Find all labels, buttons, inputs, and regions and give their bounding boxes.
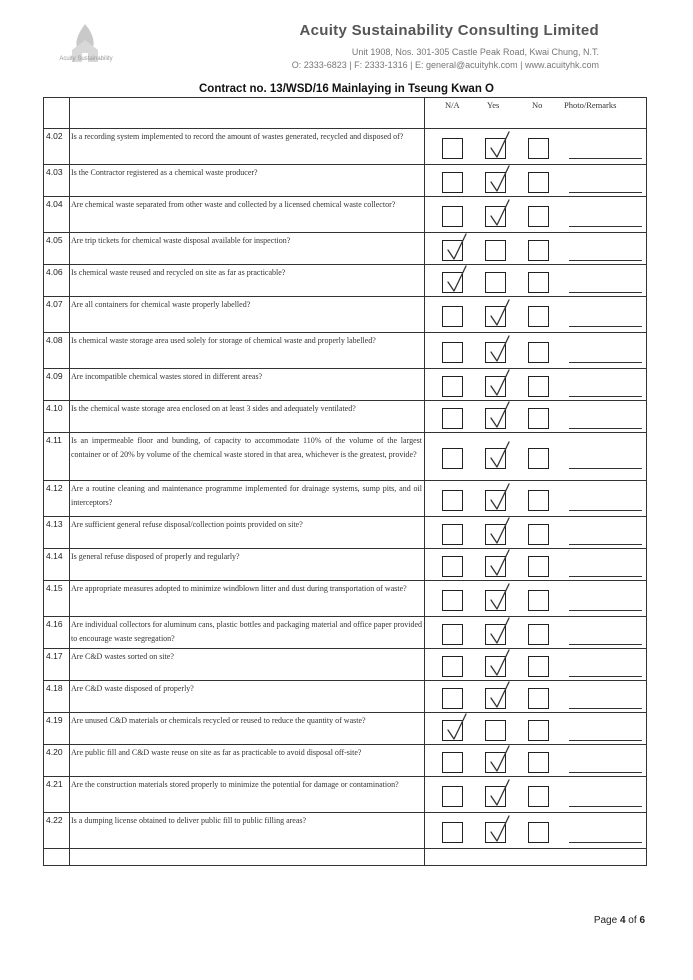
- checkmark-icon: [489, 617, 511, 645]
- item-number: 4.16: [46, 619, 63, 629]
- checklist-row: [44, 648, 646, 681]
- checklist-row: [44, 516, 646, 549]
- item-number: 4.21: [46, 779, 63, 789]
- item-number: 4.09: [46, 371, 63, 381]
- checklist-row: [44, 480, 646, 517]
- document-title: Contract no. 13/WSD/16 Mainlaying in Tseung Kwan O: [199, 83, 494, 95]
- remarks-field[interactable]: [569, 362, 642, 363]
- remarks-field[interactable]: [569, 772, 642, 773]
- checkmark-icon: [489, 131, 511, 159]
- checkmark-icon: [489, 583, 511, 611]
- remarks-field[interactable]: [569, 610, 642, 611]
- checkbox-yes[interactable]: [485, 206, 506, 227]
- checkbox-yes[interactable]: [485, 688, 506, 709]
- checkmark-icon: [489, 681, 511, 709]
- checkbox-yes[interactable]: [485, 408, 506, 429]
- checkmark-icon: [489, 649, 511, 677]
- checkbox-na[interactable]: [442, 556, 463, 577]
- checkbox-yes[interactable]: [485, 786, 506, 807]
- checkbox-yes[interactable]: [485, 172, 506, 193]
- checkbox-na[interactable]: [442, 342, 463, 363]
- item-question: Is chemical waste storage area used solely for storage of chemical waste and properly labelled?: [71, 336, 376, 345]
- item-question: Are C&D wastes sorted on site?: [71, 652, 174, 661]
- item-question: Are trip tickets for chemical waste disposal available for inspection?: [71, 236, 291, 245]
- item-number: 4.06: [46, 267, 63, 277]
- checkbox-no[interactable]: [528, 206, 549, 227]
- item-number: 4.18: [46, 683, 63, 693]
- checkbox-no[interactable]: [528, 524, 549, 545]
- item-number: 4.11: [46, 435, 62, 445]
- checkbox-no[interactable]: [528, 306, 549, 327]
- checkbox-no[interactable]: [528, 590, 549, 611]
- checkbox-yes[interactable]: [485, 624, 506, 645]
- logo-caption: Acuity Sustainability: [59, 56, 113, 62]
- checkmark-icon: [446, 265, 468, 293]
- checkbox-no[interactable]: [528, 342, 549, 363]
- item-number: 4.12: [46, 483, 63, 493]
- item-number: 4.20: [46, 747, 63, 757]
- checkbox-no[interactable]: [528, 786, 549, 807]
- checklist-row: [44, 744, 646, 777]
- checkbox-yes[interactable]: [485, 524, 506, 545]
- checkmark-icon: [489, 815, 511, 843]
- checklist-row: [44, 548, 646, 581]
- checklist-row: [44, 432, 646, 481]
- checkbox-na[interactable]: [442, 138, 463, 159]
- checkbox-no[interactable]: [528, 240, 549, 261]
- remarks-field[interactable]: [569, 396, 642, 397]
- checklist-row: [44, 812, 646, 849]
- col-header-remarks: Photo/Remarks: [564, 100, 617, 110]
- checkmark-icon: [489, 199, 511, 227]
- checklist-row: [44, 264, 646, 297]
- item-number: 4.15: [46, 583, 63, 593]
- checkmark-icon: [489, 549, 511, 577]
- checkbox-yes[interactable]: [485, 306, 506, 327]
- checklist-row: [44, 368, 646, 401]
- item-number: 4.04: [46, 199, 63, 209]
- checkbox-no[interactable]: [528, 490, 549, 511]
- item-question: Are sufficient general refuse disposal/collection points provided on site?: [71, 520, 303, 529]
- checkbox-no[interactable]: [528, 720, 549, 741]
- checkbox-yes[interactable]: [485, 272, 506, 293]
- checkbox-no[interactable]: [528, 822, 549, 843]
- checkbox-na[interactable]: [442, 172, 463, 193]
- item-number: 4.03: [46, 167, 63, 177]
- checkbox-na[interactable]: [442, 688, 463, 709]
- checkmark-icon: [489, 299, 511, 327]
- checkmark-icon: [489, 369, 511, 397]
- item-number: 4.13: [46, 519, 63, 529]
- checklist-row: [44, 332, 646, 369]
- remarks-field[interactable]: [569, 644, 642, 645]
- checkbox-yes[interactable]: [485, 590, 506, 611]
- checklist-row: [44, 712, 646, 745]
- checkbox-na[interactable]: [442, 656, 463, 677]
- item-question: Is a dumping license obtained to deliver public fill to public filling areas?: [71, 816, 307, 825]
- remarks-field[interactable]: [569, 676, 642, 677]
- checkbox-na[interactable]: [442, 822, 463, 843]
- item-number: 4.05: [46, 235, 63, 245]
- checkbox-yes[interactable]: [485, 720, 506, 741]
- checkbox-yes[interactable]: [485, 376, 506, 397]
- checkbox-na[interactable]: [442, 408, 463, 429]
- checkbox-no[interactable]: [528, 688, 549, 709]
- checkbox-yes[interactable]: [485, 556, 506, 577]
- checklist-row: [44, 196, 646, 233]
- checkmark-icon: [489, 517, 511, 545]
- checkbox-na[interactable]: [442, 272, 463, 293]
- item-number: 4.07: [46, 299, 63, 309]
- checkbox-na[interactable]: [442, 376, 463, 397]
- company-contact: O: 2333-6823 | F: 2333-1316 | E: general@acuityhk.com | www.acuityhk.com: [291, 60, 599, 70]
- col-header-na: N/A: [445, 100, 460, 110]
- item-number: 4.17: [46, 651, 63, 661]
- checkbox-na[interactable]: [442, 590, 463, 611]
- item-question: Are incompatible chemical wastes stored in different areas?: [71, 372, 263, 381]
- checkbox-no[interactable]: [528, 752, 549, 773]
- remarks-field[interactable]: [569, 158, 642, 159]
- checklist-row: [44, 580, 646, 617]
- remarks-field[interactable]: [569, 806, 642, 807]
- checkbox-na[interactable]: [442, 720, 463, 741]
- item-number: 4.14: [46, 551, 63, 561]
- remarks-field[interactable]: [569, 192, 642, 193]
- company-name: Acuity Sustainability Consulting Limited: [299, 22, 599, 39]
- checkbox-no[interactable]: [528, 376, 549, 397]
- checkbox-na[interactable]: [442, 524, 463, 545]
- checkmark-icon: [489, 745, 511, 773]
- table-header: [44, 98, 646, 129]
- checkbox-na[interactable]: [442, 786, 463, 807]
- checkbox-no[interactable]: [528, 448, 549, 469]
- checkbox-na[interactable]: [442, 624, 463, 645]
- checkbox-yes[interactable]: [485, 448, 506, 469]
- checkmark-icon: [489, 483, 511, 511]
- remarks-field[interactable]: [569, 842, 642, 843]
- item-number: 4.02: [46, 131, 63, 141]
- checklist-row: [44, 128, 646, 165]
- remarks-field[interactable]: [569, 708, 642, 709]
- item-question: Is a recording system implemented to record the amount of wastes generated, recycled and disposed of?: [71, 132, 404, 141]
- checkbox-yes[interactable]: [485, 138, 506, 159]
- remarks-field[interactable]: [569, 468, 642, 469]
- remarks-field[interactable]: [569, 260, 642, 261]
- item-question: Are public fill and C&D waste reuse on site as far as practicable to avoid disposal off-site?: [71, 748, 362, 757]
- remarks-field[interactable]: [569, 510, 642, 511]
- company-address: Unit 1908, Nos. 301-305 Castle Peak Road, Kwai Chung, N.T.: [351, 47, 599, 57]
- checklist-row: [44, 680, 646, 713]
- checkmark-icon: [489, 335, 511, 363]
- item-question: Are unused C&D materials or chemicals recycled or reused to reduce the quantity of waste?: [71, 716, 366, 725]
- col-header-no: No: [532, 100, 543, 110]
- checkbox-no[interactable]: [528, 272, 549, 293]
- item-question: Are a routine cleaning and maintenance programme implemented for drainage systems, sump pits, and oil interceptors?: [71, 484, 422, 507]
- checkmark-icon: [489, 401, 511, 429]
- checkbox-na[interactable]: [442, 306, 463, 327]
- checkbox-na[interactable]: [442, 448, 463, 469]
- checkmark-icon: [489, 165, 511, 193]
- item-question: Is the chemical waste storage area enclosed on at least 3 sides and adequately ventilated?: [71, 404, 356, 413]
- checkbox-na[interactable]: [442, 490, 463, 511]
- item-question: Are chemical waste separated from other waste and collected by a licensed chemical waste collector?: [71, 200, 396, 209]
- checklist-row: [44, 232, 646, 265]
- item-number: 4.10: [46, 403, 63, 413]
- checkmark-icon: [446, 233, 468, 261]
- page-number: Page 4 of 6: [593, 915, 645, 926]
- checkbox-no[interactable]: [528, 408, 549, 429]
- item-question: Are the construction materials stored properly to minimize the potential for damage or contamination?: [71, 780, 399, 789]
- checkbox-no[interactable]: [528, 656, 549, 677]
- checkbox-na[interactable]: [442, 752, 463, 773]
- remarks-field[interactable]: [569, 576, 642, 577]
- checkbox-yes[interactable]: [485, 342, 506, 363]
- company-logo-icon: [60, 20, 110, 72]
- item-question: Is an impermeable floor and bunding, of capacity to accommodate 110% of the volume of the largest container or of 20% by volume of the chemical waste stored in that area, whichever is the greatest, provide?: [71, 436, 422, 459]
- checkmark-icon: [489, 779, 511, 807]
- item-question: Are C&D waste disposed of properly?: [71, 684, 194, 693]
- checkbox-na[interactable]: [442, 240, 463, 261]
- remarks-field[interactable]: [569, 326, 642, 327]
- checkbox-yes[interactable]: [485, 822, 506, 843]
- remarks-field[interactable]: [569, 292, 642, 293]
- remarks-field[interactable]: [569, 740, 642, 741]
- checkbox-yes[interactable]: [485, 752, 506, 773]
- checkbox-no[interactable]: [528, 624, 549, 645]
- checklist-row: [44, 616, 646, 649]
- checklist-row: [44, 296, 646, 333]
- item-question: Are all containers for chemical waste properly labelled?: [71, 300, 251, 309]
- checkbox-no[interactable]: [528, 556, 549, 577]
- checklist-row: [44, 400, 646, 433]
- item-question: Is general refuse disposed of properly and regularly?: [71, 552, 240, 561]
- item-number: 4.08: [46, 335, 63, 345]
- checklist-row: [44, 776, 646, 813]
- checkbox-yes[interactable]: [485, 656, 506, 677]
- checkmark-icon: [489, 441, 511, 469]
- checkbox-yes[interactable]: [485, 240, 506, 261]
- checkbox-no[interactable]: [528, 172, 549, 193]
- checkbox-yes[interactable]: [485, 490, 506, 511]
- letterhead: [0, 0, 693, 80]
- checklist-row: [44, 164, 646, 197]
- checklist-table: [43, 97, 647, 866]
- remarks-field[interactable]: [569, 226, 642, 227]
- item-number: 4.22: [46, 815, 63, 825]
- item-number: 4.19: [46, 715, 63, 725]
- remarks-field[interactable]: [569, 544, 642, 545]
- item-question: Is the Contractor registered as a chemical waste producer?: [71, 168, 258, 177]
- remarks-field[interactable]: [569, 428, 642, 429]
- item-question: Is chemical waste reused and recycled on site as far as practicable?: [71, 268, 286, 277]
- item-question: Are appropriate measures adopted to minimize windblown litter and dust during transportation of waste?: [71, 584, 407, 593]
- checkbox-no[interactable]: [528, 138, 549, 159]
- checkmark-icon: [446, 713, 468, 741]
- item-question: Are individual collectors for aluminum cans, plastic bottles and packaging material and office paper provided to encourage waste segregation?: [71, 620, 422, 643]
- checkbox-na[interactable]: [442, 206, 463, 227]
- col-header-yes: Yes: [487, 100, 500, 110]
